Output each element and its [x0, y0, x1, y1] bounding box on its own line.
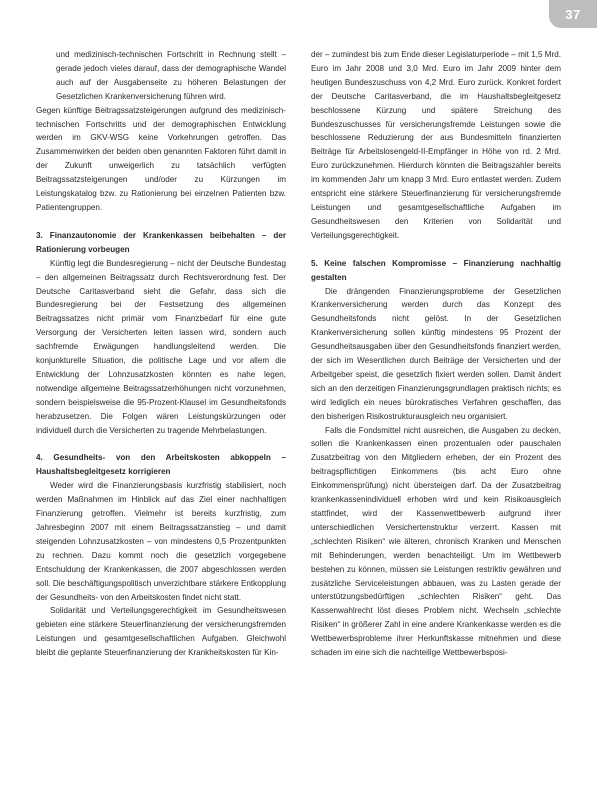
- page-number: 37: [565, 6, 581, 22]
- section-3-heading: 3. Finanzautonomie der Krankenkassen beibehalten – der Rationierung vorbeugen: [36, 230, 286, 254]
- left-column: [36, 48, 286, 660]
- right-continuation: der – zumindest bis zum Ende dieser Legislaturperiode – mit 1,5 Mrd. Euro im Jahr 2008 und 3,0 Mrd. Euro im Jahr 2009 hinter dem heutigen Bundeszuschuss von 4,2 Mrd. Euro zurück. Konkret fordert der Deutsche Caritasverband, die im Haushaltsbegleitgesetz beschlossene Kürzung und spätere Streichung des Bundeszuschusses für versicherungsfremde Leistungen sowie die beschlossene Reduzierung der aus Bundesmitteln finanzierten Beiträge für Arbeitslosengeld-II-Empfänger in Höhe von rd. 2 Mrd. Euro zurückzunehmen. Hierdurch könnten die Beitragszahler bereits im kommenden Jahr um knapp 3 Mrd. Euro entlastet werden. Zudem entspricht eine stärkere Steuerfinanzierung für versicherungsfremde Leistungen und gesamtgesellschaftliche Aufgaben im Gesundheitswesen den Kriterien von Solidarität und Verteilungsgerechtigkeit.: [311, 50, 561, 240]
- section-4-heading: 4. Gesundheits- von den Arbeitskosten abkoppeln – Haushaltsbegleitgesetz korrigieren: [36, 453, 286, 477]
- section-3-paragraph: Künftig legt die Bundesregierung – nicht der Deutsche Bundestag – den allgemeinen Beitragssatz durch Rechtsverordnung fest. Der Deutsche Caritasverband sieht die Gefahr, dass sich die Bundesregierung bei der Festsetzung des allgemeinen Beitragssatzes nicht primär vom Finanzbedarf für eine gute Versorgung der Versicherten leiten lassen wird, sondern auch sachfremde Erwägungen handlungsleitend werden. Die konjunkturelle Situation, die politische Lage und vor allem die Entwicklung der Lohnzusatzkosten könnten es nahe legen, notwendige allgemeine Beitragssatzerhöhungen nicht vorzunehmen, sondern beispielsweise die 95-Prozent-Klausel im Gesundheitsfonds herabzusetzen. Die Folgen wären Leistungskürzungen oder individuell durch die Versicherten zu tragende Mehrbelastungen.: [36, 258, 286, 435]
- section-4-paragraph-2: Solidarität und Verteilungsgerechtigkeit im Gesundheitswesen gebieten eine stärkere Steuerfinanzierung der versicherungsfremden Leistungen und gesamtgesellschaftlichen Aufgaben. Gleichwohl bleibt die geplante Steuerfinanzierung der Krankheitskosten für Kin-: [36, 606, 286, 658]
- intro-paragraph: Gegen künftige Beitragssatzsteigerungen aufgrund des medizinisch-technischen Fortschritts und der demographischen Entwicklung werden im GKV-WSG keine Vorkehrungen getroffen. Das Zusammenwirken der beiden oben genannten Faktoren führt damit in der Zukunft unweigerlich zu tatsächlich verfügten Beitragssatzsteigerungen und/oder zu Kürzungen im Leistungskatalog bzw. zu Rationierung bei einzelnen Patienten bzw. Patientengruppen.: [36, 105, 286, 212]
- section-5-heading: 5. Keine falschen Kompromisse – Finanzierung nachhaltig gestalten: [311, 258, 561, 282]
- intro-continuation: und medizinisch-technischen Fortschritt in Rechnung stellt – gerade jedoch vieles darauf, dass der demographische Wandel auch auf der Ausgabenseite zu höheren Belastungen der Gesetzlichen Krankenversicherung führen wird.: [56, 50, 286, 101]
- section-4-paragraph-1: Weder wird die Finanzierungsbasis kurzfristig stabilisiert, noch werden Maßnahmen im Hinblick auf das Ziel einer nachhaltigen Finanzierung getroffen. Vielmehr ist bereits kurzfristig, zum Jahresbeginn 2007 mit einem Beitragssatzanstieg – und damit steigenden Lohnzusatzkosten – von mindestens 0,5 Prozentpunkten zu rechnen. Dazu kommt noch die gesetzlich vorgegebene Entschuldung der Krankenkassen, die 2007 abgeschlossen werden soll. Die beschäftigungspolitisch unverzichtbare stärkere Entkopplung der Gesundheits- von den Arbeitskosten findet nicht statt.: [36, 481, 286, 602]
- section-5-paragraph-2: Falls die Fondsmittel nicht ausreichen, die Ausgaben zu decken, sollen die Krankenkassen einen prozentualen oder pauschalen Zusatzbeitrag von den Mitgliedern erheben, der ein Prozent des beitragspflichtigen Einkommens (bis acht Euro ohne Einkommensprüfung) nicht übersteigen darf. Da der Zusatzbeitrag krankenkassenindividuell erhoben wird und kein Risikoausgleich stattfindet, wird der Kassenwettbewerb aufgrund ihrer unterschiedlichen Versichertenstruktur verzerrt. Kassen mit „schlechten Risiken“ wie älteren, chronisch Kranken und Menschen mit Behinderungen, werden benachteiligt. Um im Wettbewerb bestehen zu können, müssen sie Leistungen restriktiv gewähren und zusätzliche Serviceleistungen abbauen, was zu Lasten gerade der unterstützungsbedürftigen „schlechten Risiken“ geht. Das Kassenwahlrecht löst dieses Problem nicht. Wechseln „schlechte Risiken“ in größerer Zahl in eine andere Krankenkasse werden es die Wettbewerbsprobleme ihrer Herkunftskasse mitnehmen und diese schaden im eine sich die nachteilige Wettbewerbsposi-: [311, 425, 561, 658]
- right-column: [311, 48, 561, 660]
- section-5-paragraph-1: Die drängenden Finanzierungsprobleme der Gesetzlichen Krankenversicherung werden durch das Konzept des Gesundheitsfonds nicht gelöst. In der Gesetzlichen Krankenversicherung sollen künftig mindestens 95 Prozent der Gesundheitsausgaben über den Gesundheitsfonds finanziert werden, der sich im Wesentlichen durch Beiträge der Versicherten und der Arbeitgeber speist, die gesetzlich fixiert werden sollen. Damit ändert sich an den derzeitigen Finanzierungsgrundlagen praktisch nichts; es wird lediglich ein neues bürokratisches Verfahren geschaffen, das den bisherigen Risikostrukturausgleich neu organisiert.: [311, 286, 561, 421]
- page-number-tab: [549, 0, 597, 28]
